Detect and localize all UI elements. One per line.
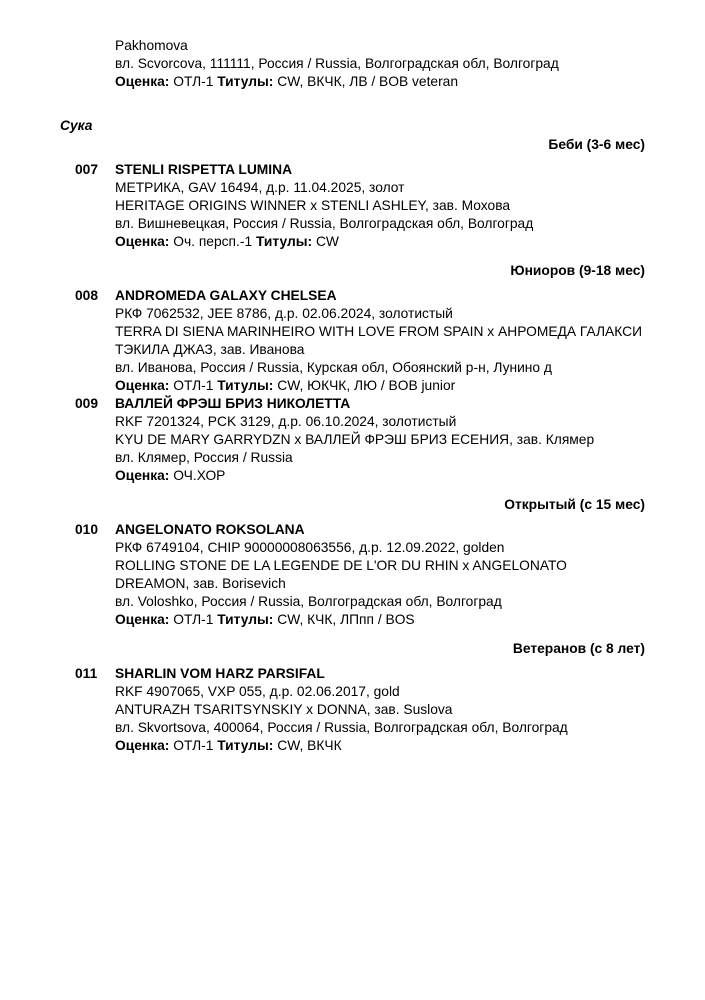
registration-line: RKF 7201324, PCK 3129, д.р. 06.10.2024, золотистый [115, 414, 457, 429]
pedigree-line: ROLLING STONE DE LA LEGENDE DE L'OR DU RHIN x ANGELONATO DREAMON, зав. Borisevich [115, 558, 567, 591]
entry-body [115, 521, 645, 629]
entry-number: 008 [75, 288, 99, 303]
owner-line: вл. Scvorcova, 111111, Россия / Russia, Волгоградская обл, Волгоград [115, 56, 559, 71]
owner-line: вл. Вишневецкая, Россия / Russia, Волгоградская обл, Волгоград [115, 216, 534, 231]
owner-line: вл. Иванова, Россия / Russia, Курская обл, Обоянский р-н, Лунино д [115, 360, 552, 375]
class-section-open [60, 496, 645, 629]
owner-line: вл. Voloshko, Россия / Russia, Волгоградская обл, Волгоград [115, 594, 502, 609]
entry-number: 009 [75, 396, 99, 411]
titles-value: CW, КЧК, ЛПпп / BOS [277, 612, 415, 627]
evaluation-value: Оч. персп.-1 [173, 234, 253, 249]
entry-name: ANDROMEDA GALAXY CHELSEA [115, 288, 337, 303]
registration-line: РКФ 7062532, JEE 8786, д.р. 02.06.2024, золотистый [115, 306, 453, 321]
entry-number: 010 [75, 522, 99, 537]
entry-number: 011 [75, 666, 98, 681]
owner-line: вл. Клямер, Россия / Russia [115, 450, 293, 465]
entry-body [115, 287, 645, 395]
class-section-veteran [60, 640, 645, 755]
entry-008 [75, 287, 645, 395]
evaluation-value: ОТЛ-1 [173, 612, 214, 627]
sex-heading: Сука [60, 118, 93, 133]
class-section-baby [60, 136, 645, 251]
titles-label: Титулы: [217, 612, 274, 627]
entry-007 [75, 161, 645, 251]
evaluation-line [115, 73, 645, 91]
evaluation-line [115, 233, 645, 251]
entry-name: ANGELONATO ROKSOLANA [115, 522, 305, 537]
titles-label: Титулы: [217, 74, 274, 89]
pedigree-line: TERRA DI SIENA MARINHEIRO WITH LOVE FROM SPAIN x АНРОМЕДА ГАЛАКСИ ТЭКИЛА ДЖАЗ, зав. Иванова [115, 324, 642, 357]
entry-011 [75, 665, 645, 755]
registration-line: РКФ 6749104, CHIP 90000008063556, д.р. 12.09.2022, golden [115, 540, 505, 555]
evaluation-label: Оценка: [115, 468, 170, 483]
evaluation-line [115, 377, 645, 395]
continuation-block [115, 37, 645, 91]
evaluation-line [115, 467, 645, 485]
entry-body [115, 665, 645, 755]
owner-line: вл. Skvortsova, 400064, Россия / Russia, Волгоградская обл, Волгоград [115, 720, 568, 735]
class-section-junior [60, 262, 645, 485]
pedigree-line: ANTURAZH TSARITSYNSKIY x DONNA, зав. Suslova [115, 702, 453, 717]
evaluation-value: ОЧ.ХОР [173, 468, 226, 483]
evaluation-label: Оценка: [115, 738, 170, 753]
entry-name: ВАЛЛЕЙ ФРЭШ БРИЗ НИКОЛЕТТА [115, 396, 351, 411]
pedigree-line: KYU DE MARY GARRYDZN x ВАЛЛЕЙ ФРЭШ БРИЗ ЕСЕНИЯ, зав. Клямер [115, 432, 595, 447]
evaluation-line [115, 737, 645, 755]
titles-value: CW, ВКЧК [277, 738, 342, 753]
titles-value: CW, ВКЧК, ЛВ / BOB veteran [277, 74, 459, 89]
class-heading: Открытый (с 15 мес) [504, 497, 645, 512]
class-heading: Ветеранов (с 8 лет) [512, 641, 645, 656]
entry-number: 007 [75, 162, 99, 177]
entry-009 [75, 395, 645, 485]
registration-line: RKF 4907065, VXP 055, д.р. 02.06.2017, gold [115, 684, 400, 699]
continuation-line: Pakhomova [115, 38, 188, 53]
titles-label: Титулы: [217, 378, 274, 393]
evaluation-label: Оценка: [115, 234, 170, 249]
evaluation-value: ОТЛ-1 [173, 378, 214, 393]
evaluation-line [115, 611, 645, 629]
entry-body [115, 161, 645, 251]
entry-010 [75, 521, 645, 629]
entry-name: STENLI RISPETTA LUMINA [115, 162, 293, 177]
titles-value: CW [315, 234, 339, 249]
class-heading: Юниоров (9-18 мес) [510, 263, 645, 278]
entry-body [115, 395, 645, 485]
titles-label: Титулы: [217, 738, 274, 753]
titles-value: CW, ЮКЧК, ЛЮ / BOB junior [277, 378, 456, 393]
entry-name: SHARLIN VOM HARZ PARSIFAL [115, 666, 325, 681]
pedigree-line: HERITAGE ORIGINS WINNER x STENLI ASHLEY, зав. Мохова [115, 198, 511, 213]
class-heading: Беби (3-6 мес) [548, 137, 645, 152]
evaluation-value: ОТЛ-1 [173, 74, 214, 89]
evaluation-label: Оценка: [115, 612, 170, 627]
evaluation-label: Оценка: [115, 378, 170, 393]
registration-line: МЕТРИКА, GAV 16494, д.р. 11.04.2025, золот [115, 180, 405, 195]
evaluation-value: ОТЛ-1 [173, 738, 214, 753]
evaluation-label: Оценка: [115, 74, 170, 89]
titles-label: Титулы: [255, 234, 313, 249]
